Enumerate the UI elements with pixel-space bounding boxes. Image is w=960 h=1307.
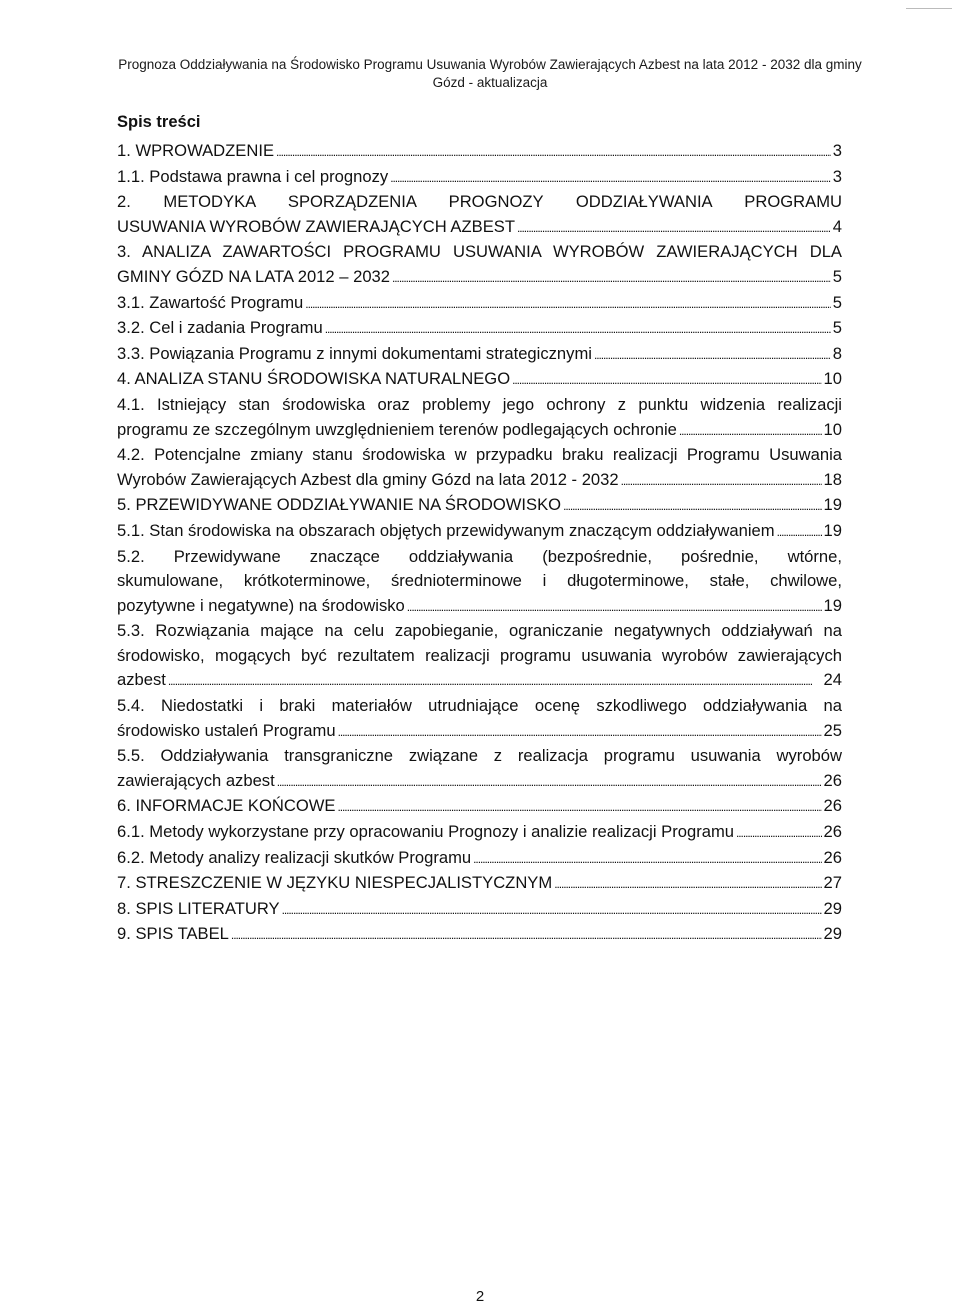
- toc-entry-title: 3.3. Powiązania Programu z innymi dokumentami strategicznymi: [117, 343, 592, 363]
- dot-leader: [305, 291, 830, 317]
- toc-entry-page-number: 4: [832, 216, 842, 236]
- dot-leader: [338, 794, 822, 820]
- toc-entry-page-number: 3: [832, 141, 842, 160]
- dot-leader: [231, 922, 822, 948]
- toc-entry-text-line: 4.2. Potencjalne zmiany stanu środowiska w przypadku braku realizacji Programu Usuwania: [117, 445, 842, 465]
- dot-leader: [276, 139, 831, 165]
- toc-entry-final-line: [117, 493, 842, 519]
- toc-entry-page-number: 26: [823, 822, 842, 842]
- toc-entry[interactable]: [117, 342, 842, 368]
- toc-entry-final-line: [117, 342, 842, 368]
- toc-entry[interactable]: [117, 443, 842, 493]
- toc-entry-text-line: skumulowane, krótkoterminowe, średnioterminowe i długoterminowe, stałe, chwilowe,: [117, 571, 842, 591]
- corner-scan-mark: [906, 8, 952, 9]
- toc-entry-page-number: 27: [823, 873, 842, 893]
- toc-entry-final-line: [117, 215, 842, 241]
- toc-entry[interactable]: [117, 794, 842, 820]
- toc-entry-page-number: 10: [823, 369, 842, 389]
- toc-entry[interactable]: [117, 519, 842, 545]
- toc-entry-title: programu ze szczególnym uwzględnieniem terenów podlegających ochronie: [117, 419, 677, 439]
- toc-entry-final-line: [117, 871, 842, 897]
- toc-entry-page-number: 5: [832, 266, 842, 286]
- toc-entry[interactable]: [117, 897, 842, 923]
- toc-entry[interactable]: [117, 744, 842, 794]
- dot-leader: [325, 316, 831, 342]
- dot-leader: [563, 493, 821, 519]
- toc-title: Spis treści: [117, 113, 201, 131]
- toc-entry-text-line: 5.2. Przewidywane znaczące oddziaływania (bezpośrednie, pośrednie, wtórne,: [117, 546, 842, 566]
- header-line-1: Prognoza Oddziaływania na Środowisko Programu Usuwania Wyrobów Zawierających Azbest na lata 2012 - 2032 dla gminy: [118, 57, 862, 72]
- toc-entry-final-line: [117, 139, 842, 165]
- toc-entry-page-number: 29: [823, 924, 842, 944]
- toc-entry-title: 6.1. Metody wykorzystane przy opracowaniu Prognozy i analizie realizacji Programu: [117, 822, 735, 842]
- toc-entry-title: 8. SPIS LITERATURY: [117, 898, 280, 918]
- toc-entry-title: 7. STRESZCZENIE W JĘZYKU NIESPECJALISTYCZNYM: [117, 873, 553, 893]
- toc-entry-title: 5. PRZEWIDYWANE ODDZIAŁYWANIE NA ŚRODOWISKO: [117, 495, 562, 515]
- dot-leader: [390, 165, 831, 191]
- toc-entry-final-line: [117, 922, 842, 948]
- toc-entry[interactable]: [117, 240, 842, 290]
- toc-entry-final-line: [117, 719, 842, 745]
- toc-entry-title: GMINY GÓZD NA LATA 2012 – 2032: [117, 266, 391, 286]
- toc-entry-title: 3.2. Cel i zadania Programu: [117, 318, 323, 338]
- toc-entry-text-line: 5.4. Niedostatki i braki materiałów utrudniające ocenę szkodliwego oddziaływania na: [117, 696, 842, 716]
- toc-entry-text-line: 5.3. Rozwiązania mające na celu zapobieganie, ograniczanie negatywnych oddziaływań na: [117, 621, 842, 641]
- toc-entry-title: 5.1. Stan środowiska na obszarach objętych przewidywanym znaczącym oddziaływaniem: [117, 520, 775, 540]
- toc-entry-text-line: 3. ANALIZA ZAWARTOŚCI PROGRAMU USUWANIA WYROBÓW ZAWIERAJĄCYCH DLA: [117, 242, 842, 262]
- toc-entry-title: 6. INFORMACJE KOŃCOWE: [117, 796, 336, 816]
- dot-leader: [777, 519, 822, 545]
- toc-entry-page-number: 8: [832, 343, 842, 363]
- toc-entry[interactable]: [117, 190, 842, 240]
- toc-entry-page-number: 25: [823, 720, 842, 740]
- toc-entry-title: 4. ANALIZA STANU ŚRODOWISKA NATURALNEGO: [117, 369, 511, 389]
- dot-leader: [338, 719, 822, 745]
- toc-entry[interactable]: [117, 165, 842, 191]
- toc-entry[interactable]: [117, 846, 842, 872]
- toc-entry[interactable]: [117, 922, 842, 948]
- toc-entry[interactable]: [117, 820, 842, 846]
- toc-entry[interactable]: [117, 367, 842, 393]
- toc-entry-page-number: 19: [823, 595, 842, 615]
- toc-entry-final-line: [117, 769, 842, 795]
- toc-entry[interactable]: [117, 619, 842, 694]
- toc-entry[interactable]: [117, 316, 842, 342]
- toc-entry-page-number: 26: [823, 770, 842, 790]
- toc-entry-page-number: 3: [832, 166, 842, 186]
- toc-entry[interactable]: [117, 493, 842, 519]
- toc-entry-page-number: 26: [823, 796, 842, 816]
- toc-entry-page-number: 5: [832, 318, 842, 338]
- header-line-2: Gózd - aktualizacja: [432, 75, 548, 90]
- toc-entry-final-line: [117, 367, 842, 393]
- toc-entry[interactable]: [117, 694, 842, 744]
- toc-entry-final-line: [117, 418, 842, 444]
- toc-entry-final-line: [117, 291, 842, 317]
- table-of-contents: [117, 139, 842, 948]
- dot-leader: [392, 265, 831, 291]
- toc-entry-final-line: [117, 519, 842, 545]
- toc-entry-page-number: 24: [823, 670, 842, 690]
- toc-entry-title: 1.1. Podstawa prawna i cel prognozy: [117, 166, 389, 186]
- dot-leader: [512, 367, 821, 393]
- toc-entry-title: Wyrobów Zawierających Azbest dla gminy Gózd na lata 2012 - 2032: [117, 469, 619, 489]
- toc-entry-final-line: [117, 316, 842, 342]
- toc-entry-final-line: [117, 846, 842, 872]
- toc-entry-page-number: 5: [832, 292, 842, 312]
- toc-entry-final-line: [117, 794, 842, 820]
- toc-entry-text-line: 5.5. Oddziaływania transgraniczne związane z realizacja programu usuwania wyrobów: [117, 746, 842, 766]
- toc-entry-title: 1. WPROWADZENIE: [117, 141, 275, 160]
- dot-leader: [277, 769, 822, 795]
- page-number: 2: [475, 1288, 485, 1305]
- toc-entry[interactable]: [117, 545, 842, 620]
- toc-entry-page-number: 29: [823, 898, 842, 918]
- toc-entry-title: środowisko ustaleń Programu: [117, 720, 336, 740]
- toc-entry-final-line: [117, 165, 842, 191]
- toc-entry[interactable]: [117, 871, 842, 897]
- toc-entry-title: USUWANIA WYROBÓW ZAWIERAJĄCYCH AZBEST: [117, 216, 515, 236]
- dot-leader: [621, 468, 822, 494]
- toc-entry-text-line: 2. METODYKA SPORZĄDZENIA PROGNOZY ODDZIAŁYWANIA PROGRAMU: [117, 192, 842, 212]
- toc-entry[interactable]: [117, 393, 842, 443]
- toc-entry-text-line: środowisko, mogących być rezultatem realizacji programu usuwania wyrobów zawierających: [117, 645, 842, 665]
- toc-entry-final-line: [117, 897, 842, 923]
- document-header: [110, 56, 870, 92]
- toc-entry-title: 6.2. Metody analizy realizacji skutków Programu: [117, 847, 472, 867]
- toc-entry-final-line: [117, 820, 842, 846]
- toc-entry-page-number: 10: [823, 419, 842, 439]
- toc-entry-final-line: [117, 594, 842, 620]
- toc-entry[interactable]: [117, 291, 842, 317]
- dot-leader: [594, 342, 831, 368]
- toc-entry-final-line: [117, 468, 842, 494]
- toc-entry-page-number: 19: [823, 520, 842, 540]
- dot-leader: [679, 418, 822, 444]
- dot-leader: [554, 871, 821, 897]
- toc-entry-title: zawierających azbest: [117, 770, 275, 790]
- toc-entry-page-number: 19: [823, 495, 842, 515]
- toc-entry[interactable]: [117, 139, 842, 165]
- dot-leader: [407, 594, 822, 620]
- toc-entry-title: azbest: [117, 670, 166, 690]
- toc-entry-page-number: 26: [823, 847, 842, 867]
- dot-leader: [282, 897, 822, 923]
- toc-entry-text-line: 4.1. Istniejący stan środowiska oraz problemy jego ochrony z punktu widzenia realizacji: [117, 394, 842, 414]
- toc-entry-page-number: 18: [823, 469, 842, 489]
- toc-entry-final-line: [117, 668, 842, 694]
- toc-entry-title: pozytywne i negatywne) na środowisko: [117, 595, 405, 615]
- toc-entry-final-line: [117, 265, 842, 291]
- dot-leader: [168, 668, 822, 694]
- toc-entry-title: 3.1. Zawartość Programu: [117, 292, 304, 312]
- toc-entry-title: 9. SPIS TABEL: [117, 924, 229, 944]
- dot-leader: [736, 820, 822, 846]
- dot-leader: [473, 846, 821, 872]
- dot-leader: [517, 215, 831, 241]
